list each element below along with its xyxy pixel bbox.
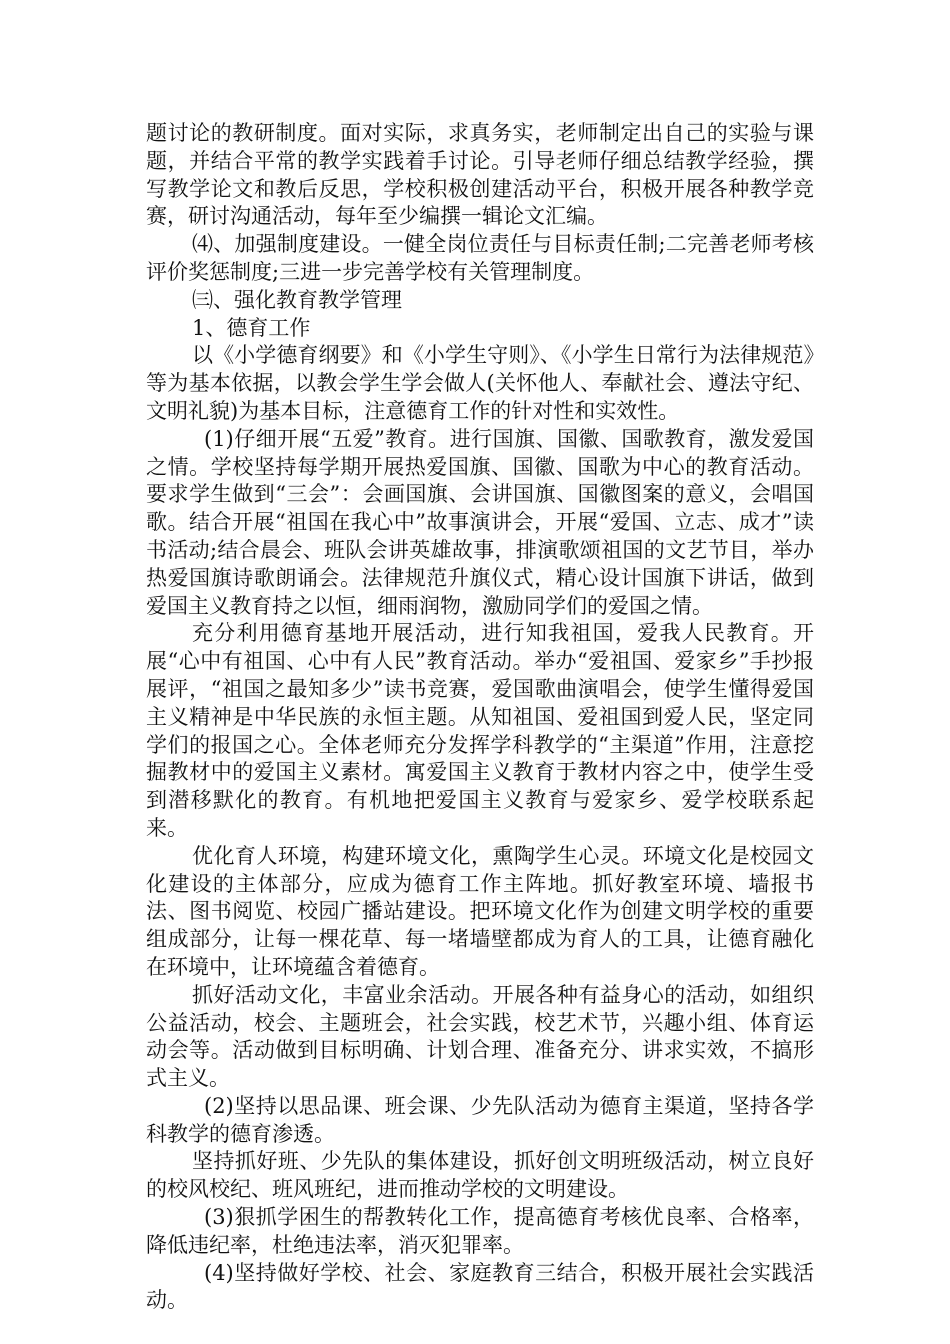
document-page <box>146 120 814 1315</box>
subsection-heading: 1、德育工作 <box>192 315 311 340</box>
paragraph-item-3: (3)狠抓学困生的帮教转化工作，提高德育考核优良率、合格率，降低违纪率，杜绝违法率，消灭犯罪率。 <box>146 1205 814 1257</box>
section-heading: ㈢、强化教育教学管理 <box>192 287 402 312</box>
paragraph-system-building: ⑷、加强制度建设。一健全岗位责任与目标责任制;二完善老师考核评价奖惩制度;三进一步完善学校有关管理制度。 <box>146 232 814 284</box>
paragraph-moral-basis: 以《小学德育纲要》和《小学生守则》、《小学生日常行为法律规范》等为基本依据，以教会学生学会做人(关怀他人、奉献社会、遵法守纪、文明礼貌)为基本目标，注意德育工作的针对性和实效性。 <box>146 343 814 423</box>
paragraph-item-1: (1)仔细开展“五爱”教育。进行国旗、国徽、国歌教育，激发爱国之情。学校坚持每学期开展热爱国旗、国徽、国歌为中心的教育活动。要求学生做到“三会”：会画国旗、会讲国旗、国徽图案的意义，会唱国歌。结合开展“祖国在我心中”故事演讲会，开展“爱国、立志、成才”读书活动;结合晨会、班队会讲英雄故事，排演歌颂祖国的文艺节目，举办热爱国旗诗歌朗诵会。法律规范升旗仪式，精心设计国旗下讲话，做到爱国主义教育持之以恒，细雨润物，激励同学们的爱国之情。 <box>146 426 814 618</box>
paragraph-item-4: (4)坚持做好学校、社会、家庭教育三结合，积极开展社会实践活动。 <box>146 1260 814 1313</box>
paragraph-activities: 抓好活动文化，丰富业余活动。开展各种有益身心的活动，如组织公益活动，校会、主题班会，社会实践，校艺术节，兴趣小组、体育运动会等。活动做到目标明确、计划合理、准备充分、讲求实效，不搞形式主义。 <box>146 982 814 1091</box>
paragraph-patriotism: 充分利用德育基地开展活动，进行知我祖国，爱我人民教育。开展“心中有祖国、心中有人民”教育活动。举办“爱祖国、爱家乡”手抄报展评，“祖国之最知多少”读书竞赛，爱国歌曲演唱会，使学生懂得爱国主义精神是中华民族的永恒主题。从知祖国、爱祖国到爱人民，坚定同学们的报国之心。全体老师充分发挥学科教学的“主渠道”作用，注意挖掘教材中的爱国主义素材。寓爱国主义教育于教材内容之中，使学生受到潜移默化的教育。有机地把爱国主义教育与爱家乡、爱学校联系起来。 <box>146 621 814 840</box>
paragraph-environment: 优化育人环境，构建环境文化，熏陶学生心灵。环境文化是校园文化建设的主体部分，应成为德育工作主阵地。抓好教室环境、墙报书法、图书阅览、校园广播站建设。把环境文化作为创建文明学校的重要组成部分，让每一棵花草、每一堵墙壁都成为育人的工具，让德育融化在环境中，让环境蕴含着德育。 <box>146 843 814 979</box>
paragraph-item-2: (2)坚持以思品课、班会课、少先队活动为德育主渠道，坚持各学科教学的德育渗透。 <box>146 1093 814 1146</box>
paragraph-collective: 坚持抓好班、少先队的集体建设，抓好创文明班级活动，树立良好的校风校纪、班风班纪，进而推动学校的文明建设。 <box>146 1149 814 1202</box>
paragraph-continued: 题讨论的教研制度。面对实际，求真务实，老师制定出自己的实验与课题，并结合平常的教学实践着手讨论。引导老师仔细总结教学经验，撰写教学论文和教后反思，学校积极创建活动平台，积极开展各种教学竞赛，研讨沟通活动，每年至少编撰一辑论文汇编。 <box>146 121 814 229</box>
